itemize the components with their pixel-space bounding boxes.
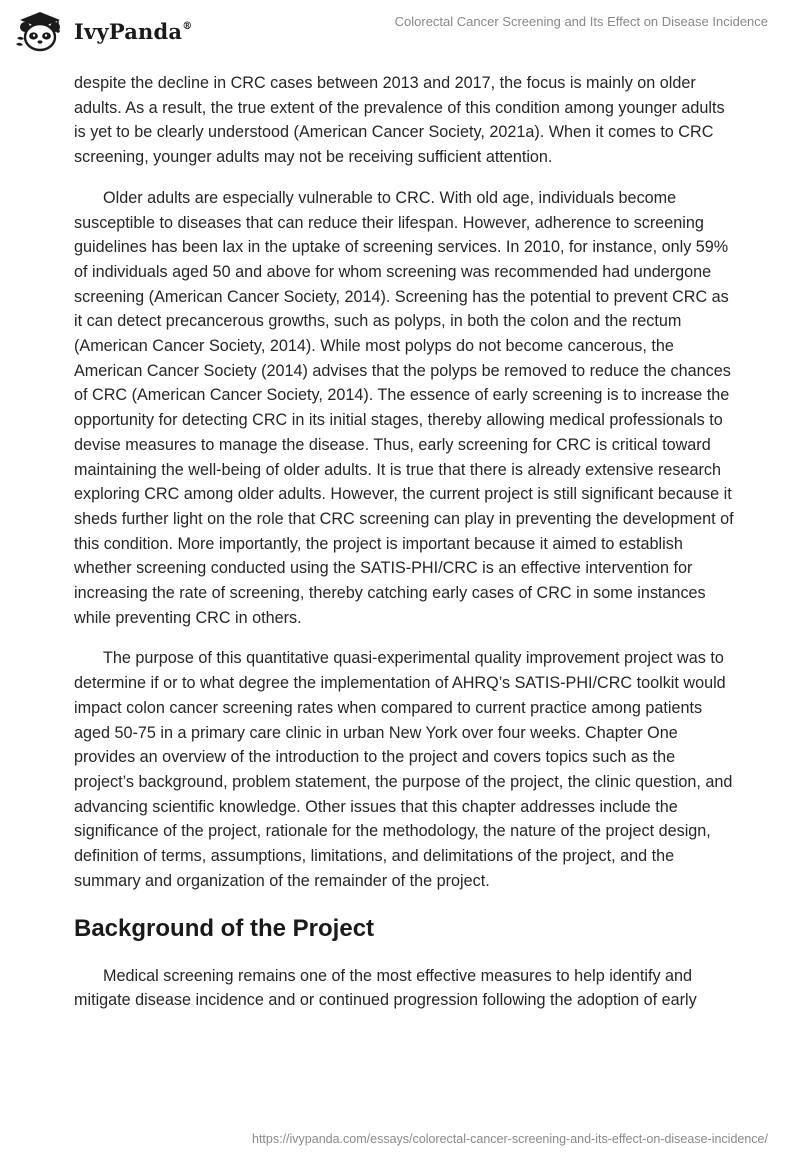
- essay-content: [74, 71, 734, 1029]
- paragraph-older-adults: Older adults are especially vulnerable to CRC. With old age, individuals become susceptible to diseases that can reduce their lifespan. However, adherence to screening guidelines has been lax in the uptake of screening services. In 2010, for instance, only 59% of individuals aged 50 and above for whom screening was recommended had undergone screening (American Cancer Society, 2014). Screening has the potential to prevent CRC as it can detect precancerous growths, such as polyps, in both the colon and the rectum (American Cancer Society, 2014). While most polyps do not become cancerous, the American Cancer Society (2014) advises that the polyps be removed to reduce the chances of CRC (American Cancer Society, 2014). The essence of early screening is to increase the opportunity for detecting CRC in its initial stages, thereby allowing medical professionals to devise measures to manage the disease. Thus, early screening for CRC is critical toward maintaining the well-being of older adults. It is true that there is already extensive research exploring CRC among older adults. However, the current project is still significant because it sheds further light on the role that CRC screening can play in preventing the development of this condition. More importantly, the project is important because it aimed to establish whether screening conducted using the SATIS-PHI/CRC is an effective intervention for increasing the rate of screening, thereby catching early cases of CRC in some instances while preventing CRC in others.: [74, 188, 734, 627]
- paragraph-continued: despite the decline in CRC cases between 2013 and 2017, the focus is mainly on older adults. As a result, the true extent of the prevalence of this condition among younger adults is yet to be clearly understood (American Cancer Society, 2021a). When it comes to CRC screening, younger adults may not be receiving sufficient attention.: [74, 74, 725, 167]
- source-url[interactable]: https://ivypanda.com/essays/colorectal-cancer-screening-and-its-effect-on-disease-incidence/: [252, 1132, 768, 1146]
- brand-logo[interactable]: [14, 8, 192, 54]
- brand-name: IvyPanda®: [74, 18, 193, 44]
- panda-graduate-icon: [14, 8, 66, 54]
- paragraph-background: Medical screening remains one of the most effective measures to help identify and mitigate disease incidence and or continued progression following the adoption of early: [74, 966, 697, 1010]
- paragraph-purpose: The purpose of this quantitative quasi-experimental quality improvement project was to determine if or to what degree the implementation of AHRQ’s SATIS-PHI/CRC toolkit would impact colon cancer screening rates when compared to current practice among patients aged 50-75 in a primary care clinic in urban New York over four weeks. Chapter One provides an overview of the introduction to the project and covers topics such as the project’s background, problem statement, the purpose of the project, the clinic question, and advancing scientific knowledge. Other issues that this chapter addresses include the significance of the project, rationale for the methodology, the nature of the project design, definition of terms, assumptions, limitations, and delimitations of the project, and the summary and organization of the remainder of the project.: [74, 649, 733, 890]
- document-title: Colorectal Cancer Screening and Its Effect on Disease Incidence: [394, 14, 768, 29]
- section-heading-background: Background of the Project: [74, 914, 375, 942]
- page-header: [0, 0, 800, 60]
